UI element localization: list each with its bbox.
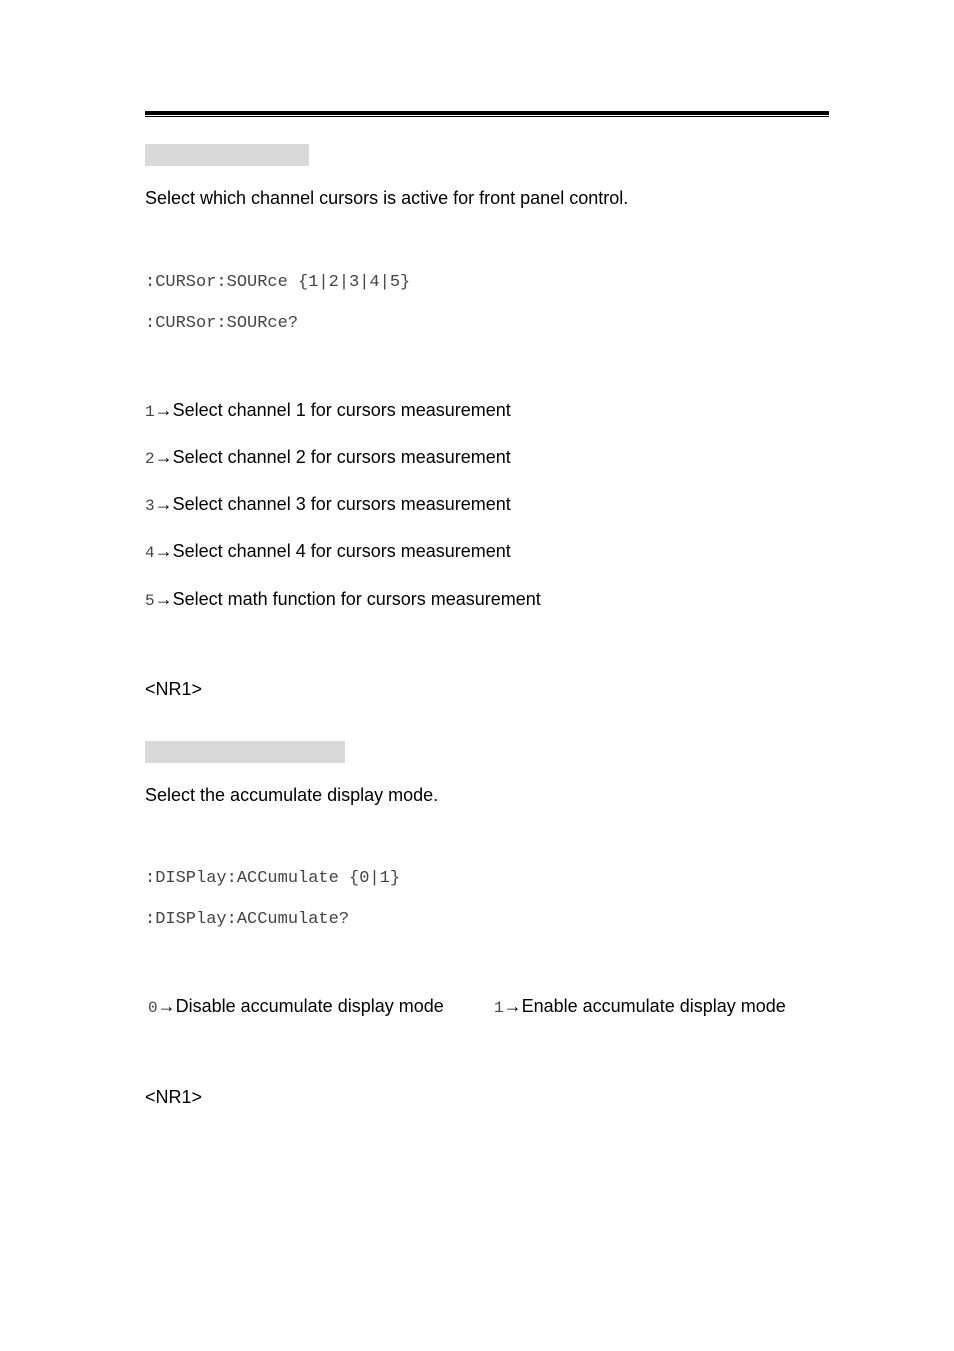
section2-syntax-query: :DISPlay:ACCumulate? [145,910,350,929]
section1-param-row [145,446,511,470]
section1-return-format: <NR1> [145,679,203,699]
section1-heading-bar [145,144,309,166]
param-value: 1 [145,403,155,421]
param-text: Select channel 1 for cursors measurement [172,400,511,420]
param-value: 4 [145,544,155,562]
section1-syntax-query: :CURSor:SOURce? [145,314,299,333]
section2-param-row [148,995,444,1019]
param-value: 5 [145,592,155,610]
param-text: Disable accumulate display mode [175,996,444,1016]
arrow-icon: → [154,541,173,561]
arrow-icon: → [154,400,173,420]
section1-syntax-set: :CURSor:SOURce {1|2|3|4|5} [145,273,411,292]
section1-param-row [145,399,511,423]
section2-description: Select the accumulate display mode. [145,785,439,805]
arrow-icon: → [154,589,173,609]
header-rule-thin [145,116,829,117]
param-text: Select channel 3 for cursors measurement [172,494,511,514]
param-value: 0 [148,999,158,1017]
param-value: 3 [145,497,155,515]
param-text: Enable accumulate display mode [521,996,786,1016]
arrow-icon: → [503,996,522,1016]
arrow-icon: → [157,996,176,1016]
section2-param-row [494,995,786,1019]
section1-description: Select which channel cursors is active for front panel control. [145,188,629,208]
arrow-icon: → [154,494,173,514]
arrow-icon: → [154,447,173,467]
param-value: 2 [145,450,155,468]
param-text: Select channel 2 for cursors measurement [172,447,511,467]
section1-param-row [145,493,511,517]
section1-param-row [145,540,511,564]
param-text: Select channel 4 for cursors measurement [172,541,511,561]
section1-param-row [145,588,541,612]
header-rule-thick [145,111,829,115]
section2-syntax-set: :DISPlay:ACCumulate {0|1} [145,869,401,888]
param-value: 1 [494,999,504,1017]
section2-return-format: <NR1> [145,1087,203,1107]
section2-heading-bar [145,741,345,763]
param-text: Select math function for cursors measurement [172,589,541,609]
